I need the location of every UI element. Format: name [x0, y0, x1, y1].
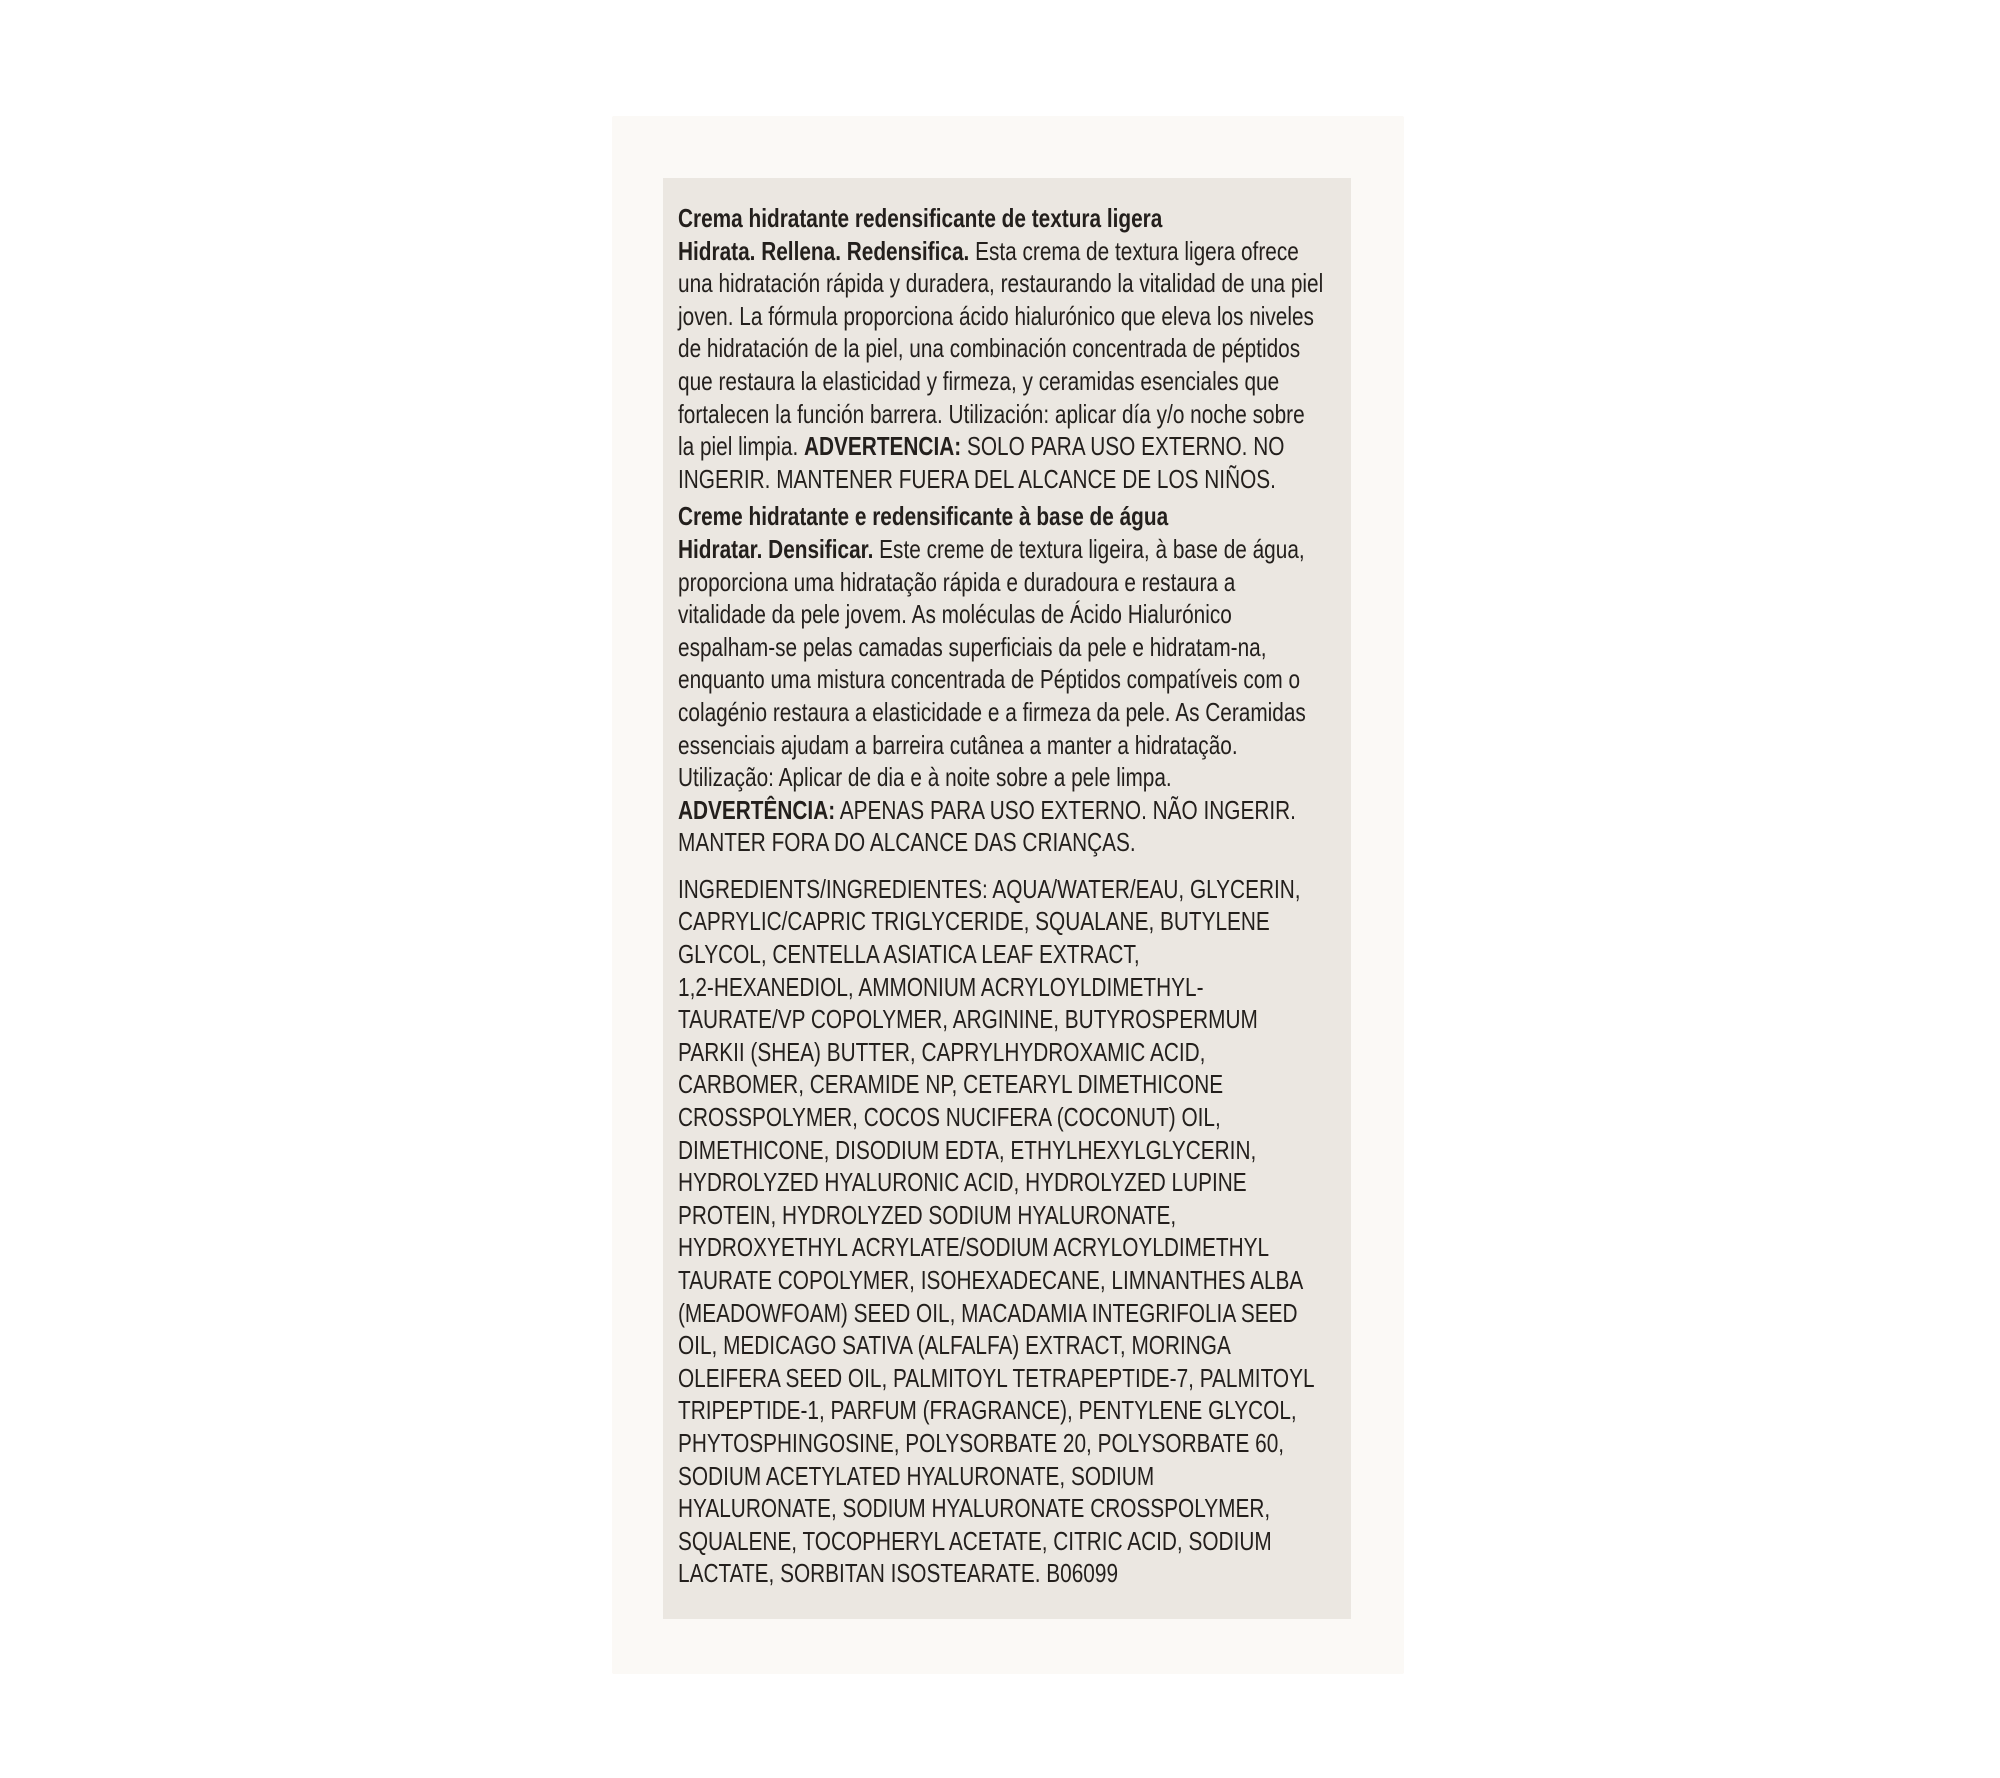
ingredients-line: SODIUM ACETYLATED HYALURONATE, SODIUM — [678, 1460, 1155, 1491]
ingredients-line: HYALURONATE, SODIUM HYALURONATE CROSSPOLYMER, — [678, 1493, 1271, 1524]
portuguese-line-1-text: Este creme de textura ligeira, à base de água, — [873, 533, 1305, 564]
portuguese-line-8: Utilização: Aplicar de dia e à noite sobre a pele limpa. — [678, 762, 1172, 793]
portuguese-line-9-post: APENAS PARA USO EXTERNO. NÃO INGERIR. — [835, 794, 1296, 825]
portuguese-line-3: vitalidade da pele jovem. As moléculas de Ácido Hialurónico — [678, 599, 1232, 630]
ingredients-line: (MEADOWFOAM) SEED OIL, MACADAMIA INTEGRIFOLIA SEED — [678, 1297, 1298, 1328]
ingredients-line: TAURATE COPOLYMER, ISOHEXADECANE, LIMNANTHES ALBA — [678, 1265, 1304, 1295]
ingredients-line: LACTATE, SORBITAN ISOSTEARATE. B06099 — [678, 1558, 1119, 1589]
portuguese-line-5: enquanto uma mistura concentrada de Péptidos compatíveis com o — [678, 664, 1301, 695]
ingredients-line: CARBOMER, CERAMIDE NP, CETEARYL DIMETHICONE — [678, 1069, 1224, 1100]
spanish-section — [678, 202, 1324, 495]
spanish-line-3: joven. La fórmula proporciona ácido hialurónico que eleva los niveles — [678, 300, 1314, 331]
portuguese-title: Creme hidratante e redensificante à base de água — [678, 501, 1169, 532]
portuguese-line-2: proporciona uma hidratação rápida e duradoura e restaura a — [678, 566, 1236, 597]
ingredients-line: OLEIFERA SEED OIL, PALMITOYL TETRAPEPTIDE-7, PALMITOYL — [678, 1362, 1315, 1393]
portuguese-line-4: espalham-se pelas camadas superficiais da pele e hidratam-na, — [678, 631, 1267, 662]
spanish-title: Crema hidratante redensificante de textura ligera — [678, 203, 1163, 233]
ingredients-section — [678, 873, 1315, 1590]
portuguese-line-9 — [678, 794, 1296, 827]
label-text-block — [678, 202, 1324, 1590]
spanish-line-7-post: SOLO PARA USO EXTERNO. NO — [961, 431, 1285, 462]
spanish-line-1 — [678, 235, 1299, 268]
spanish-line-2: una hidratación rápida y duradera, restaurando la vitalidad de una piel — [678, 268, 1324, 299]
ingredients-line: OIL, MEDICAGO SATIVA (ALFALFA) EXTRACT, MORINGA — [678, 1330, 1231, 1361]
portuguese-lead: Hidratar. Densificar. — [678, 533, 874, 564]
ingredients-line: GLYCOL, CENTELLA ASIATICA LEAF EXTRACT, — [678, 939, 1140, 970]
ingredients-line: HYDROXYETHYL ACRYLATE/SODIUM ACRYLOYLDIMETHYL — [678, 1232, 1270, 1263]
spanish-line-1-text: Esta crema de textura ligera ofrece — [969, 235, 1299, 266]
spanish-line-6: fortalecen la función barrera. Utilización: aplicar día y/o noche sobre — [678, 398, 1305, 429]
spanish-warning-label: ADVERTENCIA: — [804, 431, 962, 462]
ingredients-line: PARKII (SHEA) BUTTER, CAPRYLHYDROXAMIC ACID, — [678, 1036, 1206, 1067]
ingredients-line: CROSSPOLYMER, COCOS NUCIFERA (COCONUT) OIL, — [678, 1102, 1221, 1133]
portuguese-line-6: colagénio restaura a elasticidade e a firmeza da pele. As Ceramidas — [678, 696, 1306, 727]
portuguese-section — [678, 500, 1306, 859]
ingredients-line: INGREDIENTS/INGREDIENTES: AQUA/WATER/EAU, GLYCERIN, — [678, 873, 1301, 904]
spanish-line-5: que restaura la elasticidad y firmeza, y ceramidas esenciales que — [678, 365, 1280, 396]
portuguese-line-10: MANTER FORA DO ALCANCE DAS CRIANÇAS. — [678, 827, 1136, 858]
ingredients-line: TRIPEPTIDE-1, PARFUM (FRAGRANCE), PENTYLENE GLYCOL, — [678, 1395, 1297, 1426]
ingredients-line: 1,2-HEXANEDIOL, AMMONIUM ACRYLOYLDIMETHYL- — [678, 971, 1204, 1002]
spanish-line-7-pre: la piel limpia. — [678, 431, 805, 462]
ingredients-line: PROTEIN, HYDROLYZED SODIUM HYALURONATE, — [678, 1199, 1177, 1230]
ingredients-line: PHYTOSPHINGOSINE, POLYSORBATE 20, POLYSORBATE 60, — [678, 1427, 1285, 1458]
ingredients-line: SQUALENE, TOCOPHERYL ACETATE, CITRIC ACID, SODIUM — [678, 1525, 1272, 1556]
portuguese-line-7: essenciais ajudam a barreira cutânea a manter a hidratação. — [678, 729, 1238, 760]
ingredients-line: HYDROLYZED HYALURONIC ACID, HYDROLYZED LUPINE — [678, 1167, 1247, 1198]
spanish-line-7 — [678, 430, 1285, 463]
ingredients-line: TAURATE/VP COPOLYMER, ARGININE, BUTYROSPERMUM — [678, 1004, 1258, 1035]
portuguese-line-1 — [678, 533, 1305, 566]
spanish-lead: Hidrata. Rellena. Redensifica. — [678, 235, 970, 266]
spanish-line-8: INGERIR. MANTENER FUERA DEL ALCANCE DE LOS NIÑOS. — [678, 463, 1276, 494]
ingredients-line: CAPRYLIC/CAPRIC TRIGLYCERIDE, SQUALANE, BUTYLENE — [678, 906, 1270, 937]
ingredients-line: DIMETHICONE, DISODIUM EDTA, ETHYLHEXYLGLYCERIN, — [678, 1134, 1257, 1165]
portuguese-warning-label: ADVERTÊNCIA: — [678, 794, 836, 825]
spanish-line-4: de hidratación de la piel, una combinación concentrada de péptidos — [678, 333, 1301, 364]
